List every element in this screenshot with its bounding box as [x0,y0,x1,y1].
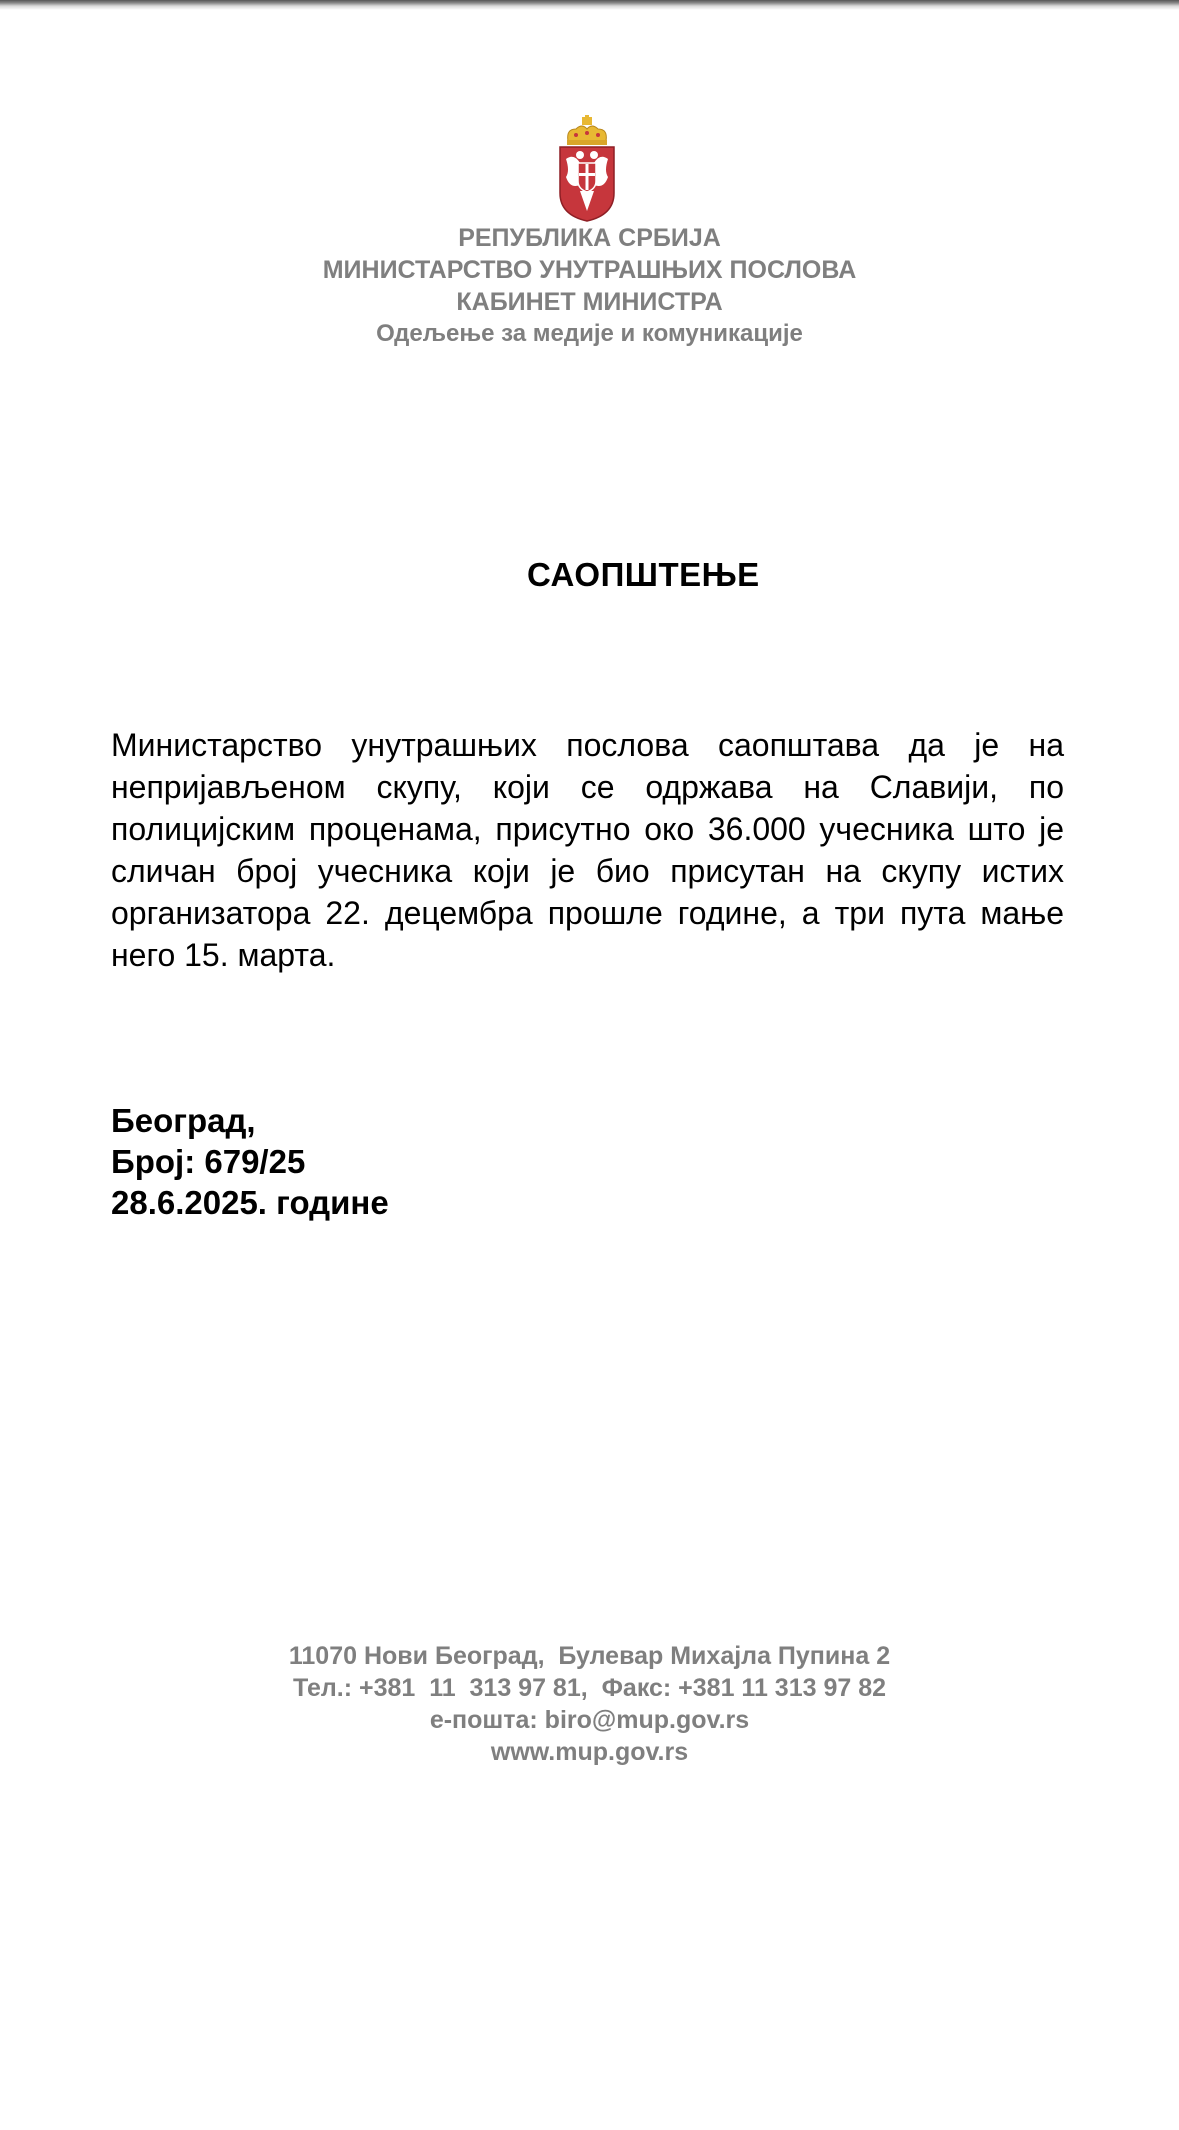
footer-website: www.mup.gov.rs [490,1738,689,1766]
footer-email: е-пошта: biro@mup.gov.rs [429,1706,750,1734]
ministry-letterhead [0,222,1179,350]
letterhead-ministry: МИНИСТАРСТВО УНУТРАШЊИХ ПОСЛОВА [322,256,857,284]
contact-footer [0,1640,1179,1768]
letterhead-department: Одељење за медије и комуникације [376,320,803,347]
footer-phone: Тел.: +381 11 313 97 81, Факс: +381 11 313 97 82 [292,1674,887,1702]
statement-body: Министарство унутрашњих послова саопштава да је на непријављеном скупу, који се одржава на Славији, по полицијским проценама, присутно око 36.000 учесника што је сличан број учесника који је био присутан на скупу истих организатора 22. децембра прошле године, а три пута мање него 15. марта. [111,727,1064,973]
letterhead-country: РЕПУБЛИКА СРБИЈА [458,224,721,252]
signoff-place: Београд, [111,1102,256,1139]
signoff-number: Број: 679/25 [111,1143,306,1180]
signoff-date: 28.6.2025. године [111,1184,389,1221]
letterhead-cabinet: КАБИНЕТ МИНИСТРА [456,288,723,316]
footer-address: 11070 Нови Београд, Булевар Михајла Пупина 2 [288,1642,891,1670]
serbian-coat-of-arms-icon [556,115,618,223]
document-title: САОПШТЕЊЕ [527,556,760,593]
document-signoff [111,1100,389,1223]
